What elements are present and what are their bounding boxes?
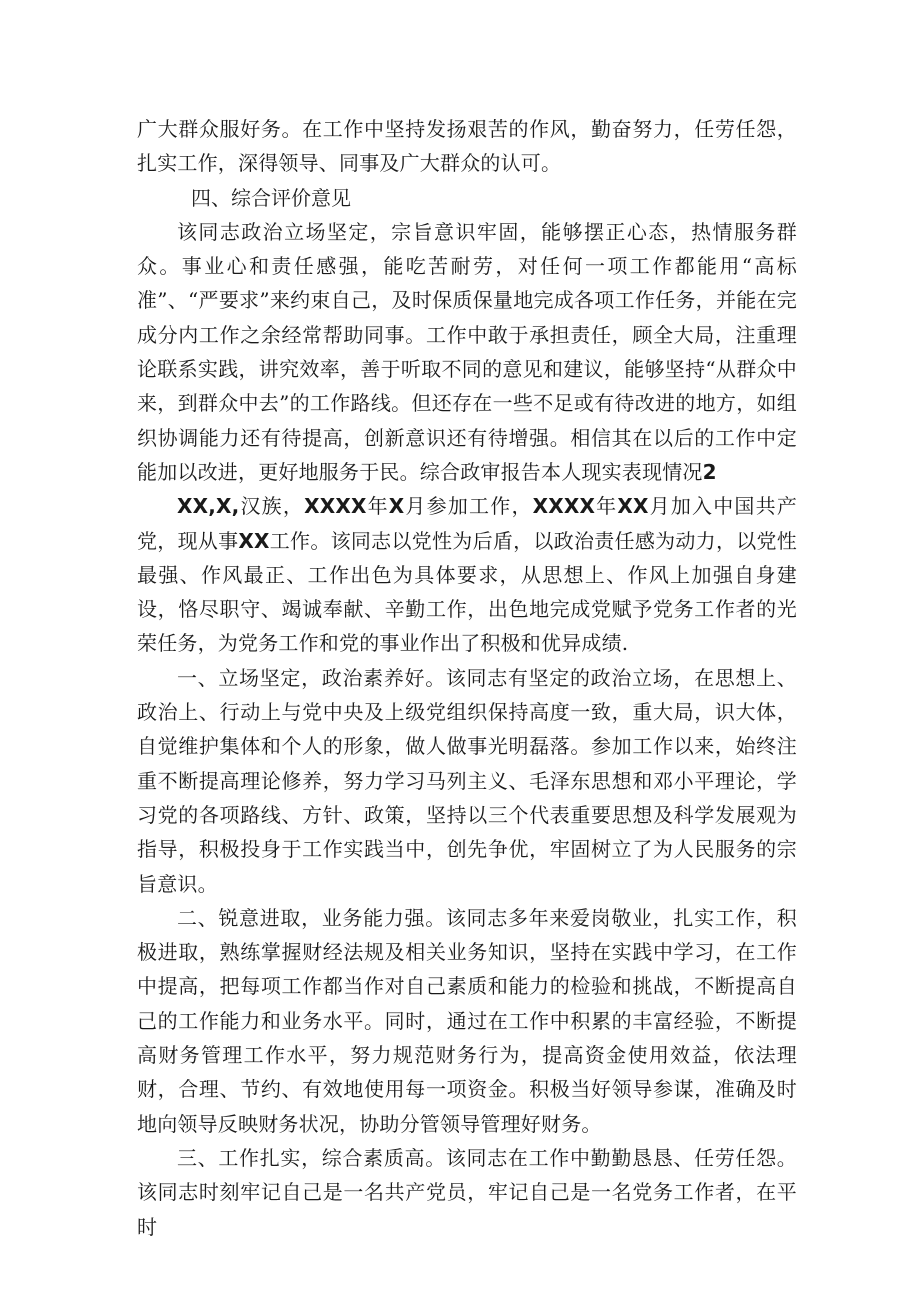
- intro-text-4: 年: [595, 494, 618, 519]
- current-job: XX: [238, 528, 270, 553]
- work-start-month: X: [388, 494, 405, 519]
- intro-text-2: 年: [366, 494, 389, 519]
- report-number: 2: [702, 459, 717, 484]
- intro-text-1: 汉族，: [239, 494, 305, 519]
- party-join-month: XX: [617, 494, 649, 519]
- paragraph-intro: [137, 489, 797, 660]
- person-name: XX,X,: [177, 494, 240, 519]
- document-body: [137, 112, 797, 1244]
- paragraph-section-one: 一、立场坚定，政治素养好。该同志有坚定的政治立场，在思想上、政治上、行动上与党中央及上级党组织保持高度一致，重大局，识大体，自觉维护集体和个人的形象，做人做事光明磊落。参加工作以来，始终注重不断提高理论修养，努力学习马列主义、毛泽东思想和邓小平理论，学习党的各项路线、方针、政策，坚持以三个代表重要思想及科学发展观为指导，积极投身于工作实践当中，创先争优，牢固树立了为人民服务的宗旨意识。: [137, 665, 797, 896]
- paragraph-section-three: 三、工作扎实，综合素质高。该同志在工作中勤勤恳恳、任劳任怨。该同志时刻牢记自己是一名共产党员，牢记自己是一名党务工作者，在平时: [137, 1145, 797, 1239]
- intro-text-5: 月加入中国共产党，现从事: [137, 494, 798, 553]
- paragraph-section-two: 二、锐意进取，业务能力强。该同志多年来爱岗敬业，扎实工作，积极进取，熟练掌握财经法规及相关业务知识，坚持在实践中学习，在工作中提高，把每项工作都当作对自己素质和能力的检验和挑战，不断提高自己的工作能力和业务水平。同时，通过在工作中积累的丰富经验，不断提高财务管理工作水平，努力规范财务行为，提高资金使用效益，依法理财，合理、节约、有效地使用每一项资金。积极当好领导参谋，准确及时地向领导反映财务状况，协助分管领导管理好财务。: [137, 905, 797, 1136]
- paragraph-evaluation: [137, 215, 797, 489]
- party-join-year: XXXX: [532, 494, 596, 519]
- intro-text-3: 月参加工作，: [404, 494, 533, 519]
- paragraph-continuation: 广大群众服好务。在工作中坚持发扬艰苦的作风，勤奋努力，任劳任怨，扎实工作，深得领导、同事及广大群众的认可。: [137, 117, 797, 176]
- work-start-year: XXXX: [304, 494, 367, 519]
- section-heading-evaluation: 四、综合评价意见: [191, 185, 351, 210]
- evaluation-text: 该同志政治立场坚定，宗旨意识牢固，能够摆正心态，热情服务群众。事业心和责任感强，能吃苦耐劳，对任何一项工作都能用“高标准”、“严要求”来约束自己，及时保质保量地完成各项工作任务，并能在完成分内工作之余经常帮助同事。工作中敢于承担责任，顾全大局，注重理论联系实践，讲究效率，善于听取不同的意见和建议，能够坚持“从群众中来，到群众中去”的工作路线。但还存在一些不足或有待改进的地方，如组织协调能力还有待提高，创新意识还有待增强。相信其在以后的工作中定能加以改进，更好地服务于民。综合政审报告本人现实表现情况: [137, 219, 797, 484]
- intro-text-6: 工作。该同志以党性为后盾，以政治责任感为动力，以党性最强、作风最正、工作出色为具体要求，从思想上、作风上加强自身建设，恪尽职守、竭诚奉献、辛勤工作，出色地完成党赋予党务工作者的光荣任务，为党务工作和党的事业作出了积极和优异成绩.: [137, 528, 798, 656]
